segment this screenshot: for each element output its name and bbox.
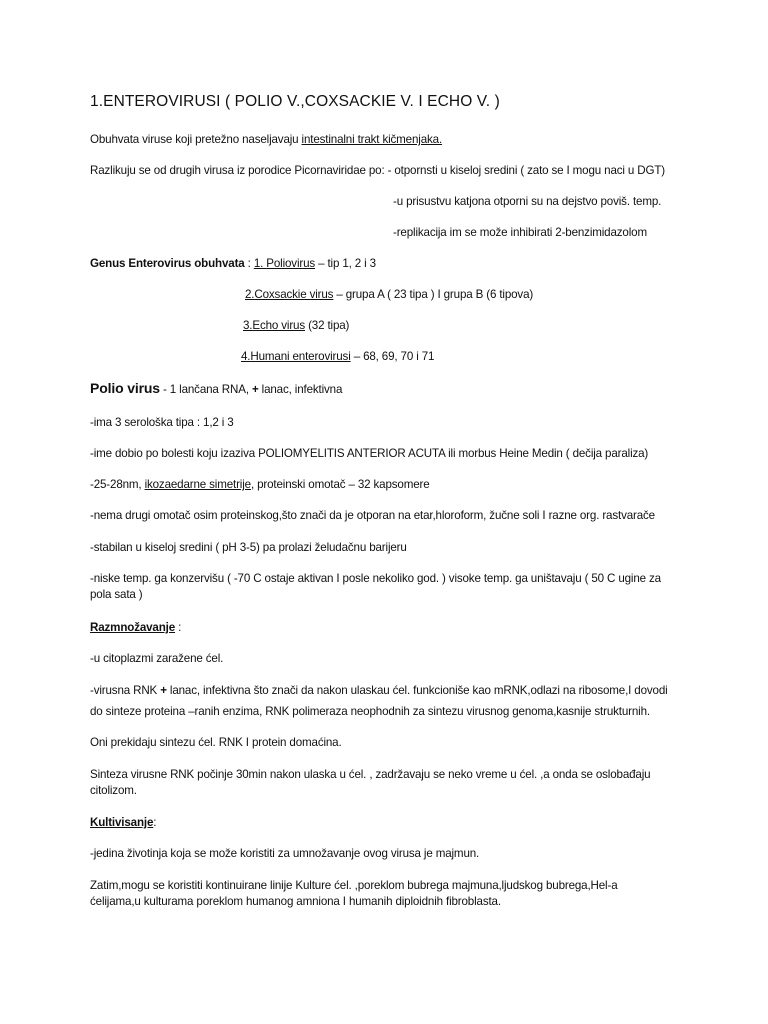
polio-size-line: [90, 477, 430, 493]
razmnozavanje-heading-rest: :: [175, 621, 182, 634]
genus-item-rest: – tip 1, 2 i 3: [315, 257, 376, 270]
genus-item-num: 3.: [243, 319, 253, 332]
polio-size-rest: , proteinski omotač – 32 kapsomere: [250, 478, 430, 491]
genus-line-4: [241, 349, 434, 365]
genus-item-num: 1.: [253, 257, 267, 270]
kultivisanje-heading: Kultivisanje: [90, 816, 154, 829]
polio-line: -ime dobio po bolesti koju izaziva POLIOMYELITIS ANTERIOR ACUTA ili morbus Heine Medin ( dečija paraliza): [90, 447, 649, 460]
genus-item-num: 4.: [241, 350, 251, 363]
razmnozavanje-text: -virusna RNK: [90, 684, 161, 697]
razmnozavanje-line: Oni prekidaju sintezu ćel. RNK I protein domaćina.: [90, 736, 342, 749]
razmnozavanje-line: [90, 683, 668, 699]
razmnozavanje-line: Sinteza virusne RNK počinje 30min nakon ulaska u ćel. , zadržavaju se neko vreme u ćel. ,a onda se oslobađaju: [90, 768, 651, 781]
polio-size-prefix: -25-28nm,: [90, 478, 145, 491]
razmnozavanje-line: do sinteze proteina –ranih enzima, RNK polimeraza neophodnih za sintezu virusnog genoma,kasnije strukturnih.: [90, 705, 650, 718]
polio-heading: Polio virus: [90, 380, 160, 396]
genus-line-3: [243, 318, 349, 334]
polio-line: -stabilan u kiseloj sredini ( pH 3-5) pa prolazi želudačnu barijeru: [90, 541, 407, 554]
plus-sign: +: [251, 383, 259, 396]
razmnozavanje-line: citolizom.: [90, 784, 137, 797]
genus-item-name: Humani enterovirusi: [250, 350, 351, 363]
razmnozavanje-heading: Razmnožavanje: [90, 621, 176, 634]
page-title: 1.ENTEROVIRUSI ( POLIO V.,COXSACKIE V. I ECHO V. ): [90, 93, 500, 110]
genus-item-name: Coxsackie virus: [254, 288, 334, 301]
genus-line-2: [245, 287, 533, 303]
polio-line: -nema drugi omotač osim proteinskog,što znači da je otporan na etar,hloroform, žučne soli I razne org. rastvarače: [90, 509, 655, 522]
genus-colon: :: [244, 257, 254, 270]
kultivisanje-line: Zatim,mogu se koristiti kontinuirane linije Kulture ćel. ,poreklom bubrega majmuna,ljudskog bubrega,Hel-a: [90, 879, 618, 892]
razmnozavanje-heading-line: [90, 620, 181, 636]
polio-heading-tail: lanac, infektivna: [258, 383, 343, 396]
razmnozavanje-line: -u citoplazmi zaražene ćel.: [90, 652, 224, 665]
genus-item-rest: – 68, 69, 70 i 71: [350, 350, 435, 363]
razmnozavanje-text: lanac, infektivna što znači da nakon ulaskau ćel. funkcioniše kao mRNK,odlazi na ribosome,I dovodi: [166, 684, 668, 697]
genus-label: Genus Enterovirus obuhvata: [90, 257, 245, 270]
intro-text: Obuhvata viruse koji pretežno naseljavaju: [90, 133, 302, 146]
genus-item-name: Poliovirus: [266, 257, 316, 270]
polio-line: pola sata ): [90, 588, 143, 601]
polio-line: -ima 3 serološka tipa : 1,2 i 3: [90, 416, 234, 429]
polio-line: -niske temp. ga konzervišu ( -70 C ostaje aktivan I posle nekoliko god. ) visoke temp. ga uništavaju ( 50 C ugine za: [90, 572, 661, 585]
polio-heading-line: [90, 380, 342, 398]
plus-sign: +: [160, 684, 167, 697]
kultivisanje-heading-rest: :: [153, 816, 157, 829]
differences-line-1: Razlikuju se od drugih virusa iz porodice Picornaviridae po: - otpornsti u kiseloj sredini ( zato se I mogu naci u DGT): [90, 164, 665, 177]
intro-paragraph: [90, 132, 442, 148]
intro-underlined-text: intestinalni trakt kičmenjaka.: [301, 133, 443, 146]
kultivisanje-line: ćelijama,u kulturama poreklom humanog amniona I humanih diploidnih fibroblasta.: [90, 895, 501, 908]
genus-item-rest: – grupa A ( 23 tipa ) I grupa B (6 tipova): [333, 288, 534, 301]
polio-heading-rest: - 1 lančana RNA,: [159, 383, 252, 396]
polio-size-underlined: ikozaedarne simetrije: [144, 478, 251, 491]
genus-item-num: 2.: [245, 288, 255, 301]
genus-item-name: Echo virus: [252, 319, 305, 332]
kultivisanje-heading-line: [90, 815, 156, 831]
kultivisanje-line: -jedina životinja koja se može koristiti za umnožavanje ovog virusa je majmun.: [90, 847, 480, 860]
differences-line-2: -u prisustvu katjona otporni su na dejstvo poviš. temp.: [393, 195, 662, 208]
differences-line-3: -replikacija im se može inhibirati 2-benzimidazolom: [393, 226, 647, 239]
genus-line-1: [90, 256, 376, 272]
genus-item-rest: (32 tipa): [305, 319, 350, 332]
